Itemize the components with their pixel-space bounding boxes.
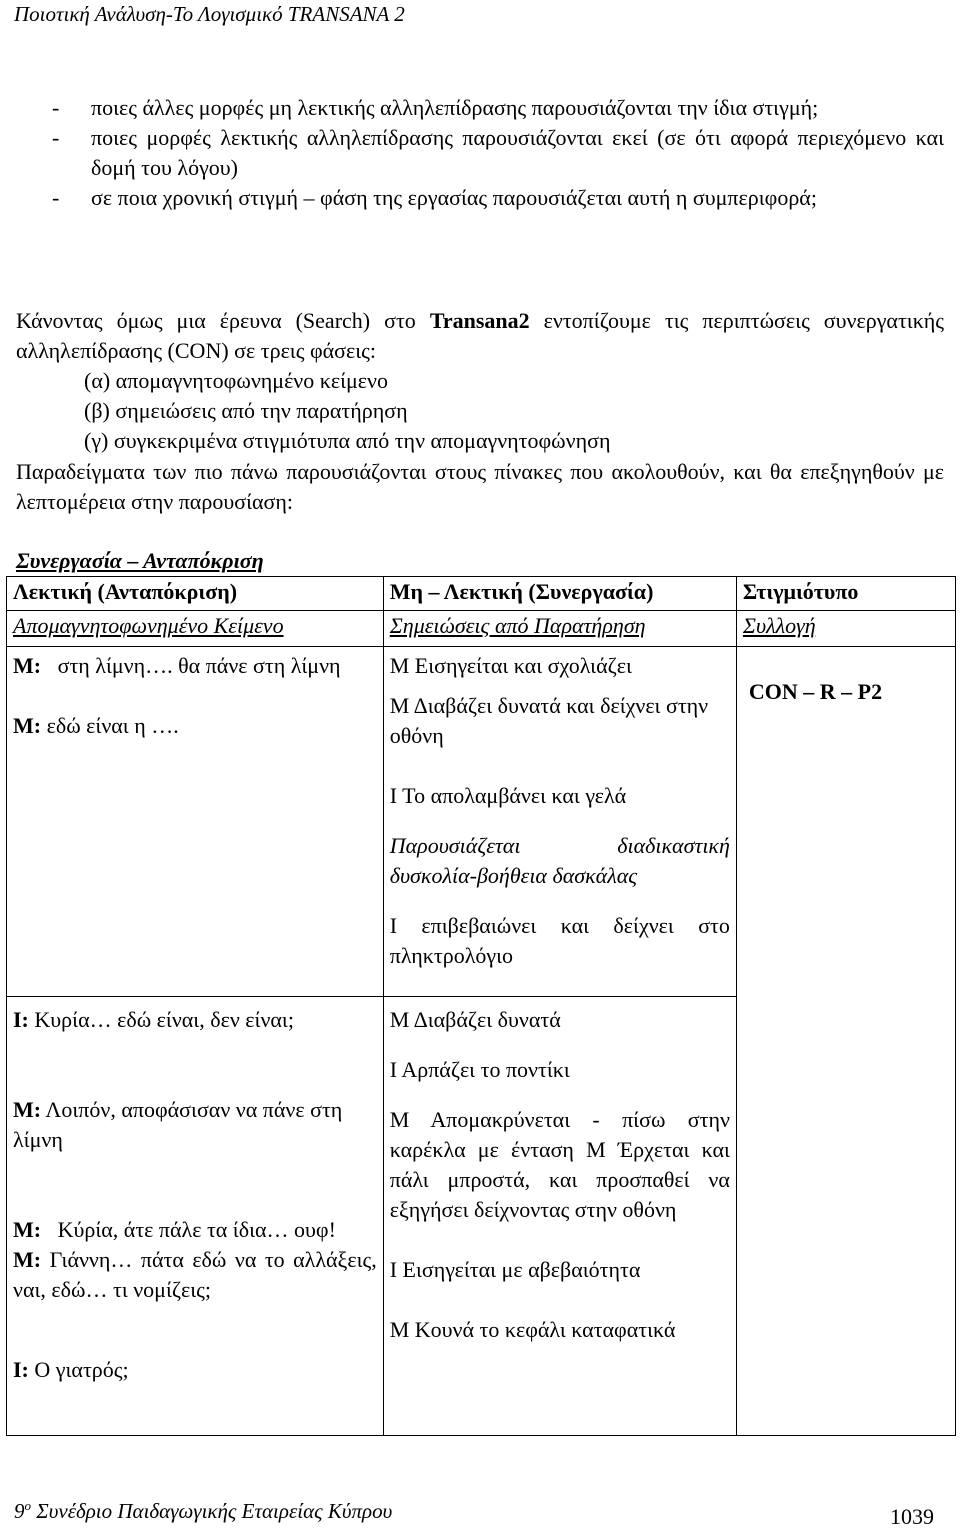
section-title: Συνεργασία – Ανταπόκριση: [16, 548, 264, 573]
speaker: Μ:: [13, 653, 42, 678]
observation-note: Μ Διαβάζει δυνατά: [389, 1007, 561, 1032]
column-subheader: Συλλογή: [736, 611, 955, 647]
transcript-line: [13, 1245, 377, 1305]
cooperation-table: [6, 576, 956, 1436]
speaker: Μ:: [13, 713, 42, 738]
column-subheader: Απομαγνητοφωνημένο Κείμενο: [7, 611, 384, 647]
list-item: [16, 123, 944, 183]
speaker: Ι:: [13, 1007, 29, 1032]
utterance: Κύρία, άτε πάλε τα ίδια… ουφ!: [57, 1217, 336, 1242]
phase-item: (γ) συγκεκριμένα στιγμιότυπα από την απομαγνητοφώνηση: [84, 428, 611, 453]
utterance: Γιάννη… πάτα εδώ να το αλλάξεις, ναι, εδώ… τι νομίζεις;: [13, 1247, 377, 1302]
page-number: 1039: [890, 1504, 934, 1529]
table-row: [7, 647, 956, 997]
observation-note: Μ Απομακρύνεται - πίσω στην καρέκλα με ένταση Μ Έρχεται και πάλι μπροστά, και προσπαθεί να εξηγήσει δείχνοντας στην οθόνη: [389, 1107, 730, 1222]
column-subheader: Σημειώσεις από Παρατήρηση: [383, 611, 736, 647]
running-header: Ποιοτική Ανάλυση-Το Λογισμικό TRANSANA 2: [14, 2, 405, 26]
observation-cell: [383, 997, 736, 1436]
software-name: Transana2: [429, 308, 530, 333]
observation-note: Ι Εισηγείται με αβεβαιότητα: [389, 1257, 641, 1282]
observation-note: Μ Διαβάζει δυνατά και δείχνει στην οθόνη: [389, 693, 709, 748]
observation-note: Ι Αρπάζει το ποντίκι: [389, 1057, 570, 1082]
transcript-cell: [7, 997, 384, 1436]
list-dash: -: [52, 125, 60, 150]
observation-note: Μ Εισηγείται και σχολιάζει: [389, 653, 632, 678]
footer-conference: [14, 1498, 392, 1524]
snapshot-cell: [736, 647, 955, 1436]
paragraph-text: Κάνοντας όμως μια έρευνα (Search) στο: [16, 308, 430, 333]
utterance: στη λίμνη…. θα πάνε στη λίμνη: [57, 653, 341, 678]
speaker: Μ:: [13, 1097, 42, 1122]
table-subheader-row: [7, 611, 956, 647]
speaker: Μ:: [13, 1217, 42, 1242]
list-item: [16, 93, 944, 123]
observation-cell: [383, 647, 736, 997]
paragraph-text: εντοπίζουμε τις περιπτώσεις συνεργατικής αλληλεπίδρασης (CON) σε τρεις φάσεις:: [16, 308, 945, 363]
speaker: Μ:: [13, 1247, 42, 1272]
list-item-text: σε ποια χρονική στιγμή – φάση της εργασίας παρουσιάζεται αυτή η συμπεριφορά;: [91, 185, 817, 210]
question-list: [16, 93, 944, 213]
observation-note: Ι επιβεβαιώνει και δείχνει στο πληκτρολόγιο: [389, 913, 730, 968]
utterance: εδώ είναι η ….: [46, 713, 179, 738]
transcript-line: [13, 1355, 377, 1385]
column-header: Στιγμιότυπο: [736, 577, 955, 611]
transcript-line: [13, 711, 377, 741]
observation-note: Μ Κουνά το κεφάλι καταφατικά: [389, 1317, 676, 1342]
search-paragraph: [16, 306, 944, 366]
list-dash: -: [52, 185, 60, 210]
footer-text: Συνέδριο Παιδαγωγικής Εταιρείας Κύπρου: [31, 1499, 393, 1523]
phase-item: (β) σημειώσεις από την παρατήρηση: [84, 398, 408, 423]
snapshot-code: CON – R – P2: [748, 679, 883, 704]
footer-number: 9: [14, 1499, 25, 1523]
transcript-line: [13, 651, 377, 681]
observation-note: Παρουσιάζεται διαδικαστική δυσκολία-βοήθεια δασκάλας: [389, 833, 730, 888]
utterance: Λοιπόν, αποφάσισαν να πάνε στη λίμνη: [13, 1097, 343, 1152]
list-item: [16, 183, 944, 213]
column-header: Λεκτική (Ανταπόκριση): [7, 577, 384, 611]
observation-note: Ι Το απολαμβάνει και γελά: [389, 783, 627, 808]
utterance: Κυρία… εδώ είναι, δεν είναι;: [34, 1007, 294, 1032]
transcript-line: [13, 1215, 377, 1245]
examples-paragraph: Παραδείγματα των πιο πάνω παρουσιάζονται στους πίνακες που ακολουθούν, και θα επεξηγηθούν με λεπτομέρεια στην παρουσίαση:: [16, 459, 944, 514]
phase-item: (α) απομαγνητοφωνημένο κείμενο: [84, 368, 388, 393]
phase-list: [16, 366, 960, 456]
footer-superscript: ο: [24, 1498, 31, 1513]
list-item-text: ποιες άλλες μορφές μη λεκτικής αλληλεπίδρασης παρουσιάζονται την ίδια στιγμή;: [91, 95, 819, 120]
column-header: Μη – Λεκτική (Συνεργασία): [383, 577, 736, 611]
utterance: Ο γιατρός;: [34, 1357, 129, 1382]
transcript-line: [13, 1005, 377, 1035]
list-item-text: ποιες μορφές λεκτικής αλληλεπίδρασης παρουσιάζονται εκεί (σε ότι αφορά περιεχόμενο και δομή του λόγου): [91, 125, 944, 180]
table-header-row: [7, 577, 956, 611]
transcript-line: [13, 1095, 377, 1155]
list-dash: -: [52, 95, 60, 120]
transcript-cell: [7, 647, 384, 997]
speaker: Ι:: [13, 1357, 29, 1382]
